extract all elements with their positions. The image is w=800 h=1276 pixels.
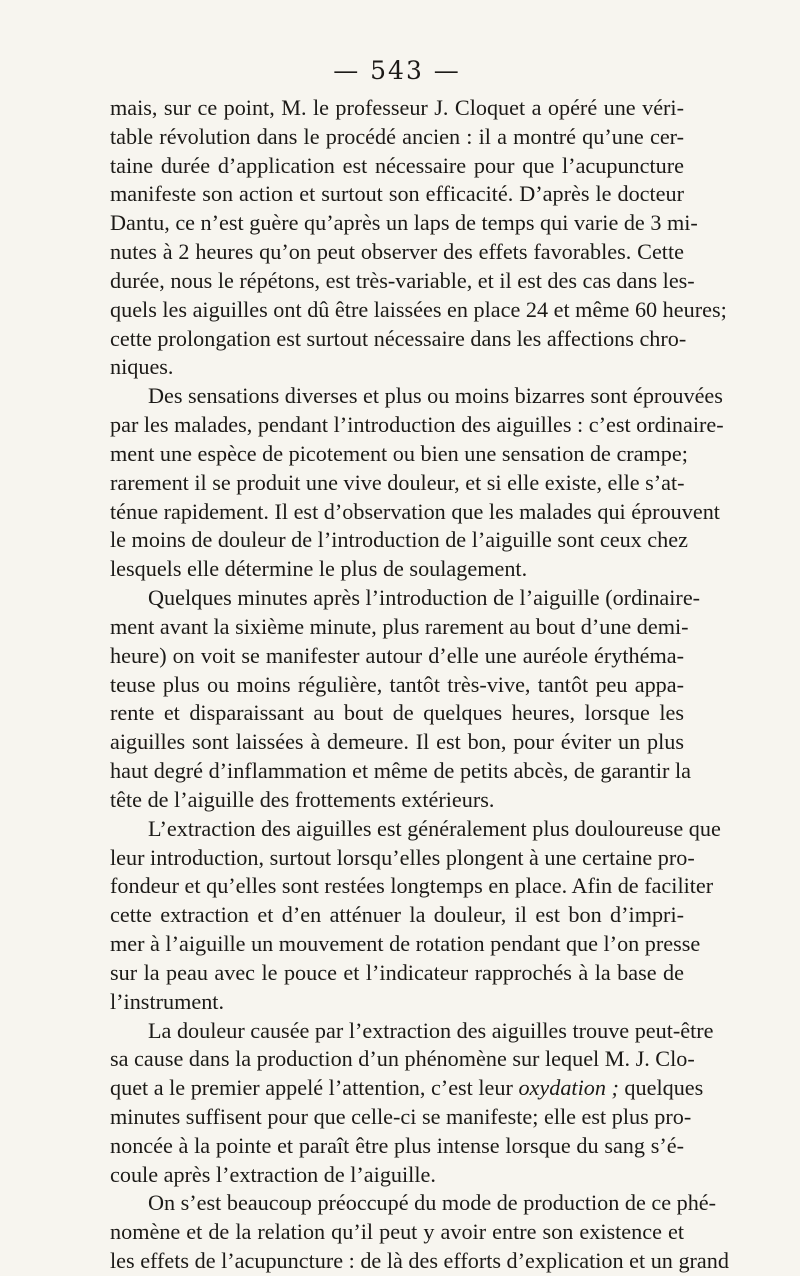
text-line: Des sensations diverses et plus ou moins bizarres sont éprouvées xyxy=(148,383,723,409)
text-line: coule après l’extraction de l’aiguille. xyxy=(110,1161,436,1187)
text-line: quet a le premier appelé l’attention, c’est leur oxydation ; quelques xyxy=(110,1075,704,1101)
text-line: manifeste son action et surtout son efficacité. D’après le docteur xyxy=(110,181,684,207)
text-line: table révolution dans le procédé ancien : il a montré qu’une cer- xyxy=(110,123,684,149)
text-line: mer à l’aiguille un mouvement de rotation pendant que l’on presse xyxy=(110,931,701,957)
page-number: — 543 — xyxy=(333,56,461,85)
text-line: durée, nous le répétons, est très-variable, et il est des cas dans les- xyxy=(110,267,695,293)
body-text xyxy=(110,94,729,1276)
text-line: sur la peau avec le pouce et l’indicateur rapprochés à la base de xyxy=(110,959,684,985)
text-line: La douleur causée par l’extraction des aiguilles trouve peut-être xyxy=(148,1017,714,1043)
text-line: teuse plus ou moins régulière, tantôt très-vive, tantôt peu appa- xyxy=(110,671,684,697)
text-line: ment une espèce de picotement ou bien une sensation de crampe; xyxy=(110,440,688,466)
text-line: niques. xyxy=(110,354,174,380)
book-page xyxy=(110,54,729,1276)
text-line: fondeur et qu’elles sont restées longtemps en place. Afin de faciliter xyxy=(110,873,714,899)
text-line: leur introduction, surtout lorsqu’elles plongent à une certaine pro- xyxy=(110,844,695,870)
text-line: ment avant la sixième minute, plus rarement au bout d’une demi- xyxy=(110,613,689,639)
text-line: nomène et de la relation qu’il peut y avoir entre son existence et xyxy=(110,1219,684,1245)
text-line: L’extraction des aiguilles est généralement plus douloureuse que xyxy=(148,815,721,841)
text-line: tête de l’aiguille des frottements extérieurs. xyxy=(110,786,495,812)
text-line: taine durée d’application est nécessaire pour que l’acupuncture xyxy=(110,152,684,178)
text-line: rente et disparaissant au bout de quelques heures, lorsque les xyxy=(110,700,684,726)
text-line: rarement il se produit une vive douleur, et si elle existe, elle s’at- xyxy=(110,469,685,495)
text-line: lesquels elle détermine le plus de soulagement. xyxy=(110,556,528,582)
text-line: noncée à la pointe et paraît être plus intense lorsque du sang s’é- xyxy=(110,1132,684,1158)
text-line: minutes suffisent pour que celle-ci se manifeste; elle est plus pro- xyxy=(110,1103,692,1129)
text-line: quels les aiguilles ont dû être laissées en place 24 et même 60 heures; xyxy=(110,296,727,322)
text-line: les effets de l’acupuncture : de là des efforts d’explication et un grand xyxy=(110,1248,729,1274)
text-line: haut degré d’inflammation et même de petits abcès, de garantir la xyxy=(110,758,691,784)
text-line: aiguilles sont laissées à demeure. Il est bon, pour éviter un plus xyxy=(110,729,684,755)
text-line: l’instrument. xyxy=(110,988,225,1014)
text-line: sa cause dans la production d’un phénomène sur lequel M. J. Clo- xyxy=(110,1046,695,1072)
text-line: nutes à 2 heures qu’on peut observer des effets favorables. Cette xyxy=(110,239,684,265)
text-line: par les malades, pendant l’introduction des aiguilles : c’est ordinaire- xyxy=(110,412,724,438)
text-line: Quelques minutes après l’introduction de l’aiguille (ordinaire- xyxy=(148,585,701,611)
text-line: le moins de douleur de l’introduction de l’aiguille sont ceux chez xyxy=(110,527,688,553)
text-line: mais, sur ce point, M. le professeur J. Cloquet a opéré une véri- xyxy=(110,95,684,120)
text-line: Dantu, ce n’est guère qu’après un laps de temps qui varie de 3 mi- xyxy=(110,210,698,236)
text-line: cette extraction et d’en atténuer la douleur, il est bon d’impri- xyxy=(110,902,684,928)
text-line: ténue rapidement. Il est d’observation que les malades qui éprouvent xyxy=(110,498,720,524)
text-line: cette prolongation est surtout nécessaire dans les affections chro- xyxy=(110,325,687,351)
text-line: heure) on voit se manifester autour d’elle une auréole érythéma- xyxy=(110,642,684,668)
text-line: On s’est beaucoup préoccupé du mode de production de ce phé- xyxy=(148,1190,717,1216)
